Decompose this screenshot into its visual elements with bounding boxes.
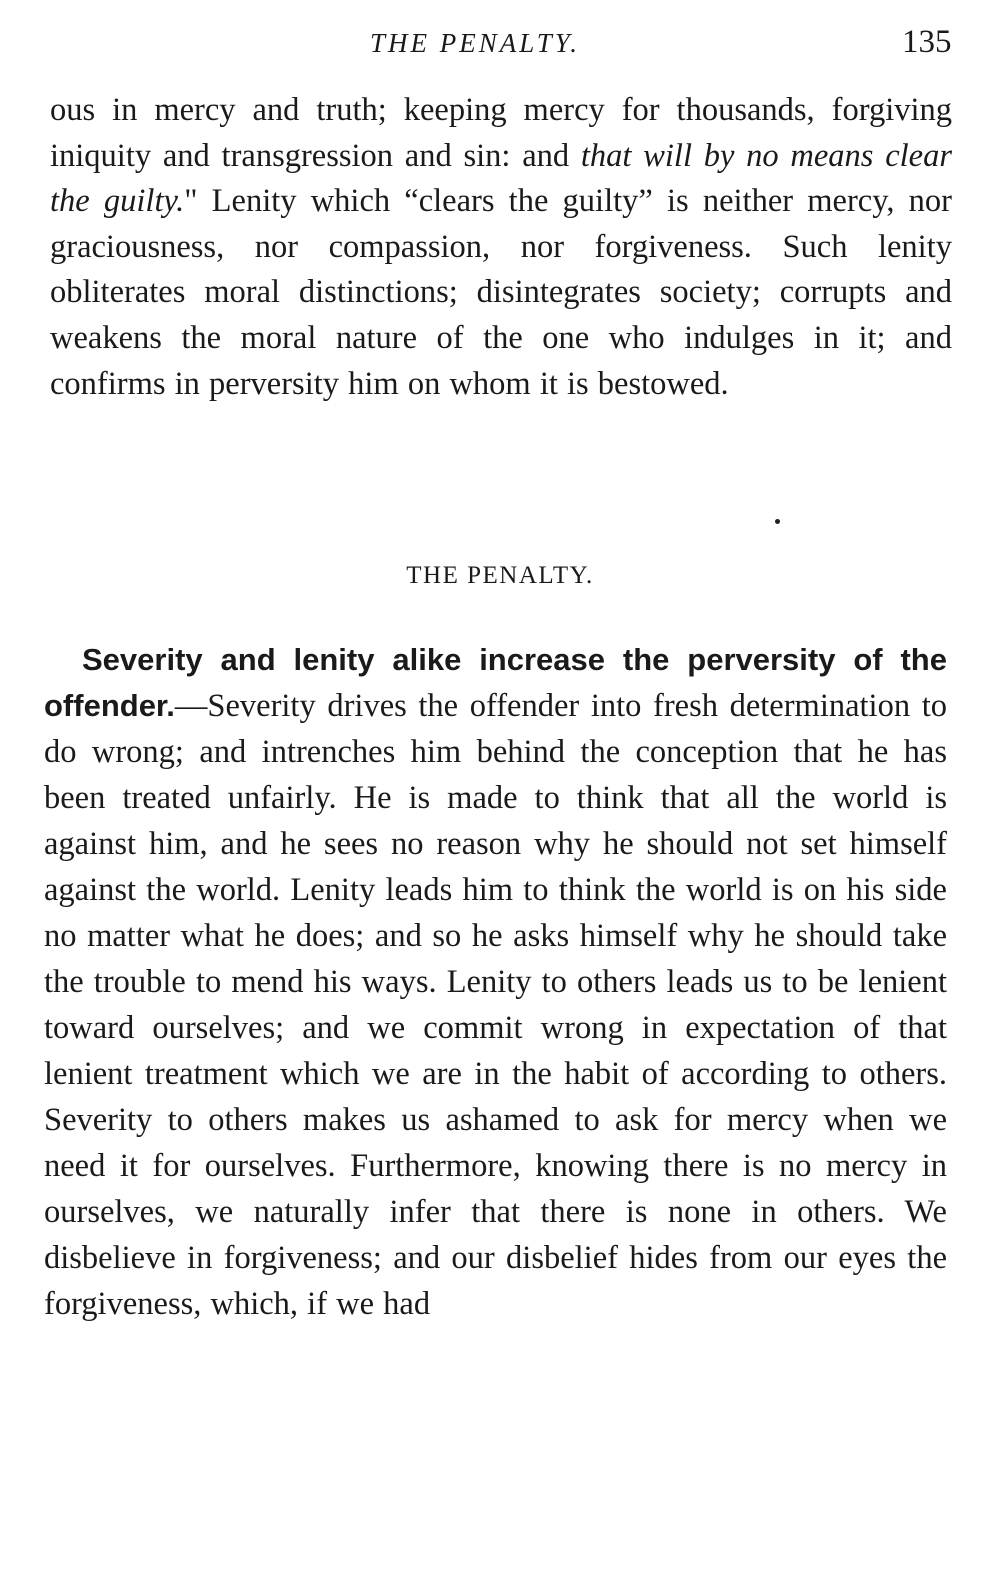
running-header bbox=[0, 22, 1000, 66]
continuation-text-start: ous in mercy and truth; keeping mercy for thousands, forgiving iniquity and transgression and sin: and bbox=[50, 92, 952, 174]
section-body-text: —Severity drives the offender into fresh determination to do wrong; and intrenches him behind the conception that he has been treated unfairly. He is made to think that all the world is against him, and he sees no reason why he should not set himself against the world. Lenity leads him to think the world is on his side no matter what he does; and so he asks himself why he should take the trouble to mend his ways. Lenity to others leads us to be lenient toward ourselves; and we commit wrong in expectation of that lenient treatment which we are in the habit of according to others. Severity to others makes us ashamed to ask for mercy when we need it for ourselves. Furthermore, knowing there is no mercy in ourselves, we naturally infer that there is none in others. We disbelieve in forgiveness; and our disbelief hides from our eyes the forgiveness, which, if we had bbox=[44, 688, 947, 1322]
continuation-text-end: " Lenity which “clears the guilty” is neither mercy, nor graciousness, nor compassion, nor forgiveness. Such lenity obliterates moral distinctions; disintegrates society; corrupts and weakens the moral nature of the one who indulges in it; and confirms in perversity him on whom it is bestowed. bbox=[50, 183, 952, 402]
page-number: 135 bbox=[902, 24, 952, 60]
section-heading: THE PENALTY. bbox=[406, 562, 594, 589]
section-lead-in: Severity and lenity alike increase the perversity of the offender. bbox=[44, 642, 947, 723]
continuation-paragraph bbox=[50, 88, 952, 407]
scripture-quote-italic: that will by no means clear the guilty. bbox=[50, 137, 952, 220]
section-paragraph bbox=[44, 637, 947, 1327]
print-speck bbox=[775, 519, 780, 524]
running-title: THE PENALTY. bbox=[370, 28, 581, 58]
